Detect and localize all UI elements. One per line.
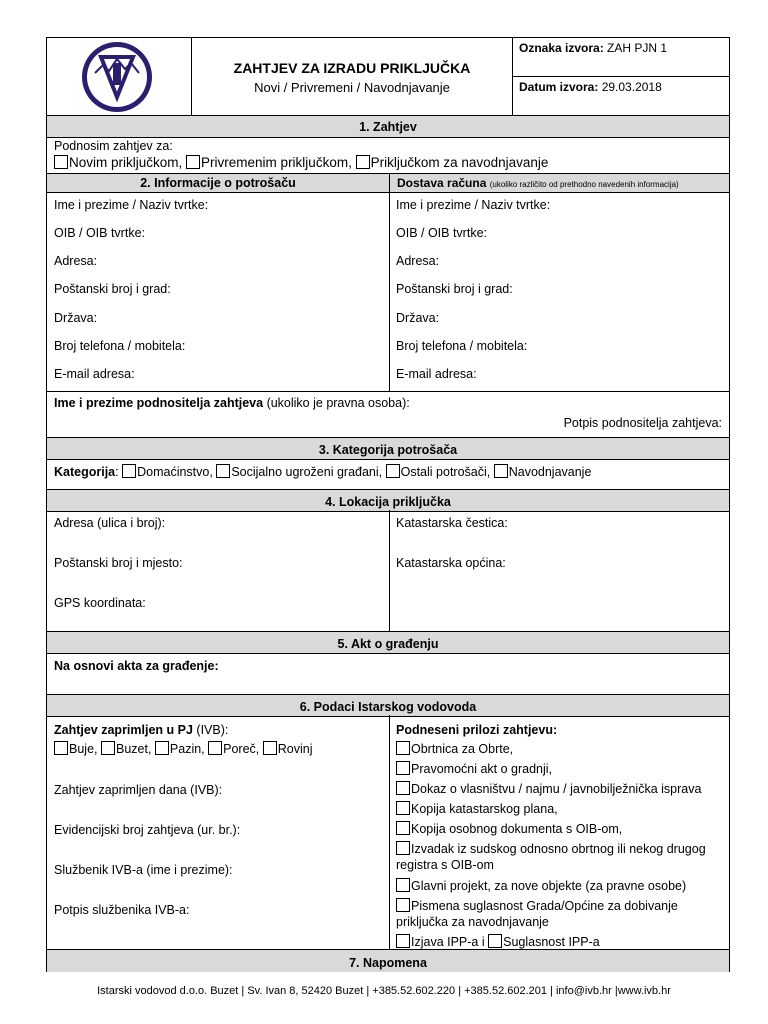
checkbox-attachment[interactable] — [396, 898, 410, 912]
checkbox-attachment[interactable] — [396, 741, 410, 755]
request-options: Novim priključkom, Privremenim priključkom, Priključkom za navodnjavanje — [54, 155, 548, 170]
attachment-item[interactable]: Glavni projekt, za nove objekte (za pravne osobe) — [396, 878, 686, 893]
billing-name-field[interactable]: Ime i prezime / Naziv tvrtke: — [396, 198, 551, 212]
attachment-item[interactable]: Obrtnica za Obrte, — [396, 741, 513, 756]
form-subtitle: Novi / Privremeni / Navodnjavanje — [254, 80, 450, 95]
section-4-title: 4. Lokacija priključka — [325, 495, 451, 509]
consumer-name-field[interactable]: Ime i prezime / Naziv tvrtke: — [54, 198, 209, 212]
record-number-field[interactable]: Evidencijski broj zahtjeva (ur. br.): — [54, 823, 241, 837]
section-6-title: 6. Podaci Istarskog vodovoda — [299, 700, 477, 714]
checkbox-attachment[interactable] — [396, 801, 410, 815]
checkbox-ipp-consent[interactable] — [488, 934, 502, 948]
attachment-item-continuation: priključka za navodnjavanje — [396, 915, 549, 929]
billing-oib-field[interactable]: OIB / OIB tvrtke: — [396, 226, 487, 240]
received-unit-label: Zahtjev zaprimljen u PJ (IVB): — [54, 723, 229, 737]
checkbox-category-irrigation[interactable] — [494, 464, 508, 478]
request-prompt: Podnosim zahtjev za: — [54, 139, 173, 153]
consumer-oib-field[interactable]: OIB / OIB tvrtke: — [54, 226, 145, 240]
checkbox-attachment[interactable] — [396, 841, 410, 855]
company-logo — [77, 39, 157, 115]
checkbox-temporary[interactable] — [186, 155, 200, 169]
billing-postal-field[interactable]: Poštanski broj i grad: — [396, 282, 513, 296]
date-received-field[interactable]: Zahtjev zaprimljen dana (IVB): — [54, 783, 223, 797]
cadastral-parcel-field[interactable]: Katastarska čestica: — [396, 516, 508, 530]
checkbox-ipp-statement[interactable] — [396, 934, 410, 948]
checkbox-irrigation[interactable] — [356, 155, 370, 169]
billing-title: Dostava računa (ukoliko različito od prethodno navedenih informacija) — [397, 176, 679, 190]
attachment-item[interactable]: Pismena suglasnost Grada/Općine za dobivanje — [396, 898, 678, 913]
section-7-title: 7. Napomena — [349, 956, 427, 970]
unit-options: Buje, Buzet, Pazin, Poreč, Rovinj — [54, 741, 313, 756]
consumer-country-field[interactable]: Država: — [54, 311, 98, 325]
consumer-phone-field[interactable]: Broj telefona / mobitela: — [54, 339, 186, 353]
section-3-title: 3. Kategorija potrošača — [318, 443, 458, 457]
gps-field[interactable]: GPS koordinata: — [54, 596, 146, 610]
source-code: Oznaka izvora: ZAH PJN 1 — [519, 41, 668, 55]
checkbox-attachment[interactable] — [396, 878, 410, 892]
ipp-options: Izjava IPP-a i Suglasnost IPP-a — [396, 934, 600, 949]
attachment-item[interactable]: Dokaz o vlasništvu / najmu / javnobilježnička isprava — [396, 781, 701, 796]
checkbox-household[interactable] — [122, 464, 136, 478]
cadastral-municipality-field[interactable]: Katastarska općina: — [396, 556, 506, 570]
attachment-item-continuation: registra s OIB-om — [396, 858, 494, 872]
checkbox-other-consumers[interactable] — [386, 464, 400, 478]
billing-country-field[interactable]: Država: — [396, 311, 440, 325]
checkbox-buzet[interactable] — [101, 741, 115, 755]
building-act-field[interactable]: Na osnovi akta za građenje: — [54, 659, 219, 673]
attachment-item[interactable]: Kopija katastarskog plana, — [396, 801, 558, 816]
application-form — [46, 37, 730, 972]
checkbox-new[interactable] — [54, 155, 68, 169]
location-address-field[interactable]: Adresa (ulica i broj): — [54, 516, 166, 530]
attachments-title: Podneseni prilozi zahtjevu: — [396, 723, 558, 737]
checkbox-attachment[interactable] — [396, 821, 410, 835]
consumer-postal-field[interactable]: Poštanski broj i grad: — [54, 282, 171, 296]
location-postal-field[interactable]: Poštanski broj i mjesto: — [54, 556, 183, 570]
consumer-email-field[interactable]: E-mail adresa: — [54, 367, 135, 381]
checkbox-attachment[interactable] — [396, 781, 410, 795]
footer-contact: Istarski vodovod d.o.o. Buzet | Sv. Ivan 8, 52420 Buzet | +385.52.602.220 | +385.52.602.201 | info@ivb.hr |www.ivb.hr — [97, 985, 671, 997]
billing-phone-field[interactable]: Broj telefona / mobitela: — [396, 339, 528, 353]
official-name-field[interactable]: Službenik IVB-a (ime i prezime): — [54, 863, 233, 877]
consumer-address-field[interactable]: Adresa: — [54, 254, 98, 268]
source-date: Datum izvora: 29.03.2018 — [519, 80, 662, 94]
section-2-title: 2. Informacije o potrošaču — [140, 176, 296, 190]
checkbox-buje[interactable] — [54, 741, 68, 755]
billing-email-field[interactable]: E-mail adresa: — [396, 367, 477, 381]
attachment-item[interactable]: Pravomoćni akt o gradnji, — [396, 761, 552, 776]
official-signature-field[interactable]: Potpis službenika IVB-a: — [54, 903, 190, 917]
checkbox-porec[interactable] — [208, 741, 222, 755]
section-5-title: 5. Akt o građenju — [337, 637, 439, 651]
checkbox-vulnerable[interactable] — [216, 464, 230, 478]
category-options: Kategorija: Domaćinstvo, Socijalno ugroženi građani, Ostali potrošači, Navodnjavanje — [54, 465, 592, 479]
attachment-item[interactable]: Izvadak iz sudskog odnosno obrtnog ili nekog drugog — [396, 841, 706, 856]
applicant-signature-field[interactable]: Potpis podnositelja zahtjeva: — [563, 416, 722, 430]
checkbox-pazin[interactable] — [155, 741, 169, 755]
checkbox-attachment[interactable] — [396, 761, 410, 775]
section-1-title: 1. Zahtjev — [359, 120, 417, 134]
checkbox-rovinj[interactable] — [263, 741, 277, 755]
form-title: ZAHTJEV ZA IZRADU PRIKLJUČKA — [233, 60, 471, 76]
billing-address-field[interactable]: Adresa: — [396, 254, 440, 268]
attachment-item[interactable]: Kopija osobnog dokumenta s OIB-om, — [396, 821, 622, 836]
applicant-name-field[interactable]: Ime i prezime podnositelja zahtjeva (ukoliko je pravna osoba): — [54, 396, 410, 410]
